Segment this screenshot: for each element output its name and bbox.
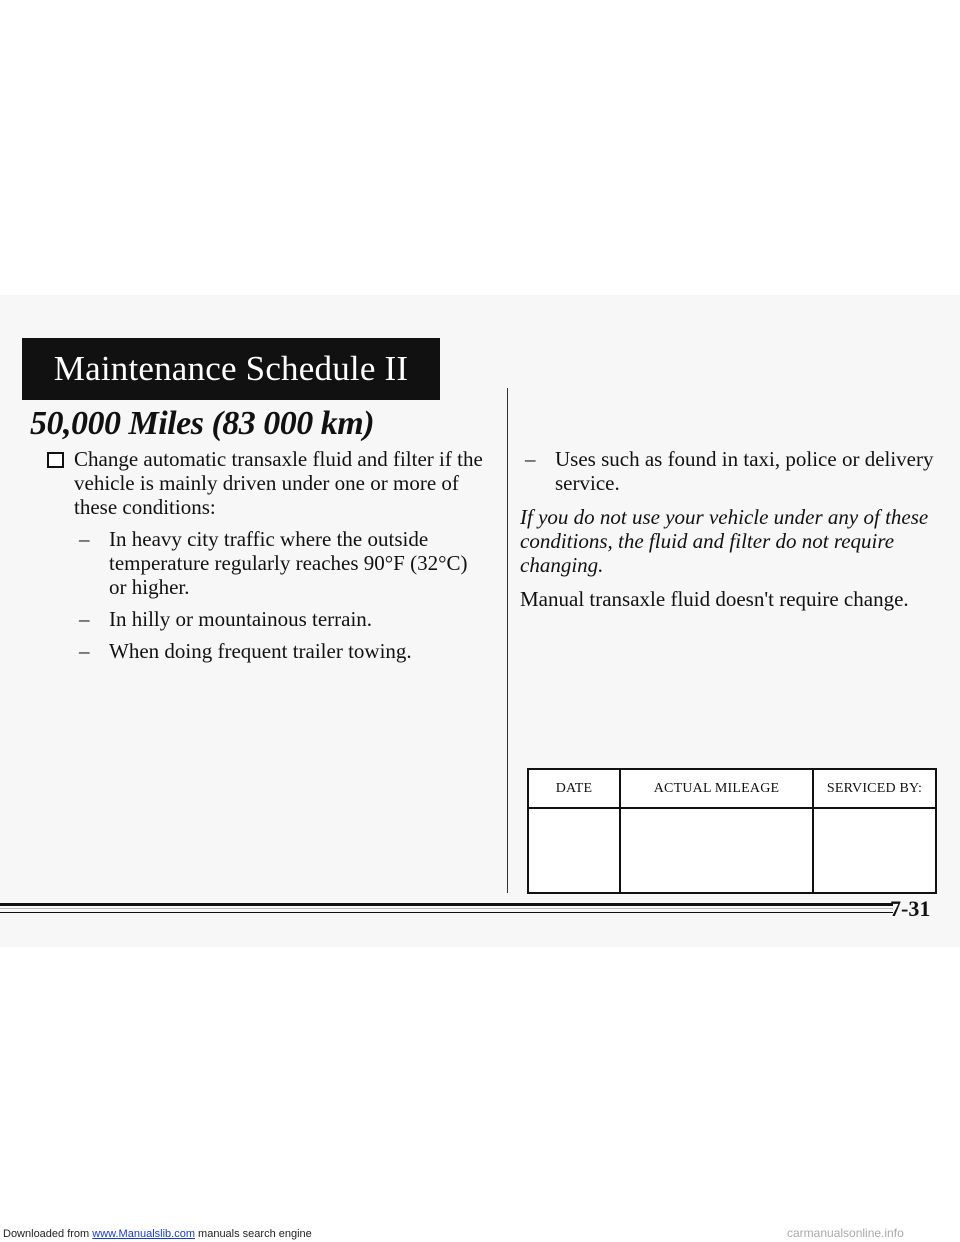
condition-text: In hilly or mountainous terrain. (109, 607, 373, 631)
date-cell[interactable] (528, 808, 620, 893)
right-column (520, 447, 935, 611)
left-column (47, 447, 487, 663)
download-credit (3, 1228, 312, 1240)
watermark: carmanualsonline.info (787, 1226, 904, 1240)
mileage-cell[interactable] (620, 808, 813, 893)
condition-item (79, 527, 487, 599)
date-header: DATE (528, 769, 620, 808)
italic-note: If you do not use your vehicle under any of these conditions, the fluid and filter do not require changing. (520, 505, 929, 577)
mileage-heading: 50,000 Miles (83 000 km) (30, 405, 375, 442)
footer-rule (0, 908, 893, 909)
column-divider (507, 388, 508, 893)
condition-text: In heavy city traffic where the outside temperature regularly reaches 90°F (32°C) or higher. (109, 527, 468, 599)
serviced-by-cell[interactable] (813, 808, 936, 893)
condition-text: When doing frequent trailer towing. (109, 639, 412, 663)
footer-rule (0, 903, 893, 906)
condition-item (525, 447, 935, 495)
footer-rule (0, 912, 893, 913)
credit-prefix: Downloaded from (3, 1228, 93, 1240)
page-number: 7-31 (890, 896, 931, 921)
condition-item (79, 607, 487, 631)
manual-transaxle-note: Manual transaxle fluid doesn't require change. (520, 587, 909, 611)
actual-mileage-header: ACTUAL MILEAGE (620, 769, 813, 808)
serviced-by-header: SERVICED BY: (813, 769, 936, 808)
checkbox-icon[interactable] (47, 452, 64, 468)
table-header-row (528, 769, 936, 808)
checklist-item (47, 447, 487, 519)
condition-text: Uses such as found in taxi, police or delivery service. (555, 447, 934, 495)
dash-icon: – (79, 527, 90, 551)
service-log-table (527, 768, 937, 894)
section-banner: Maintenance Schedule II (22, 338, 440, 400)
credit-suffix: manuals search engine (194, 1228, 312, 1240)
checklist-item-text: Change automatic transaxle fluid and filter if the vehicle is mainly driven under one or more of these conditions: (74, 447, 483, 519)
dash-icon: – (79, 607, 90, 631)
dash-icon: – (525, 447, 536, 471)
table-row (528, 808, 936, 893)
manualslib-link[interactable]: www.Manualslib.com (92, 1228, 195, 1240)
dash-icon: – (79, 639, 90, 663)
condition-item (79, 639, 487, 663)
